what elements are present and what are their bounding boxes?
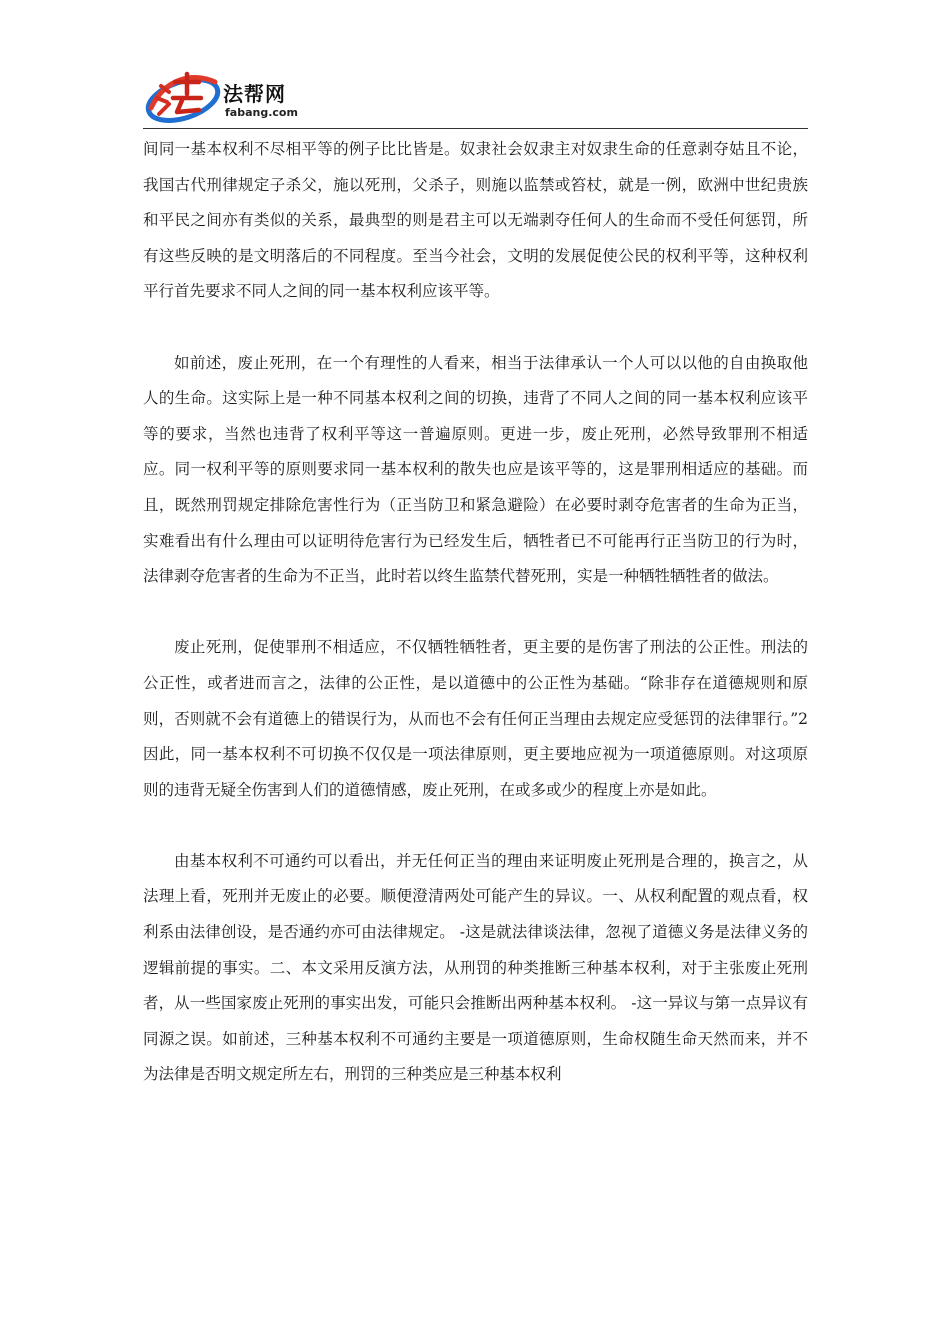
paragraph-4: 由基本权利不可通约可以看出，并无任何正当的理由来证明废止死刑是合理的，换言之，从法理上看，死刑并无废止的必要。顺便澄清两处可能产生的异议。一、从权利配置的观点看，权利系由法律创设，是否通约亦可由法律规定。 -这是就法律谈法律，忽视了道德义务是法律义务的逻辑前提的事实。二、本文采用反演方法，从刑罚的种类推断三种基本权利，对于主张废止死刑者，从一些国家废止死刑的事实出发，可能只会推断出两种基本权利。 -这一异议与第一点异议有同源之误。如前述，三种基本权利不可通约主要是一项道德原则，生命权随生命天然而来，并不为法律是否明文规定所左右，刑罚的三种类应是三种基本权利 (143, 851, 808, 1084)
logo-domain: fabang.com (225, 106, 298, 119)
paragraph-3: 废止死刑，促使罪刑不相适应，不仅牺牲牺牲者，更主要的是伤害了刑法的公正性。刑法的公正性，或者进而言之，法律的公正性，是以道德中的公正性为基础。“除非存在道德规则和原则，否则就不会有道德上的错误行为，从而也不会有任何正当理由去规定应受惩罚的法律罪行。”2 因此，同一基本权利不可切换不仅仅是一项法律原则，更主要地应视为一项道德原则。对这项原则的违背无疑全伤害到人们的道德情感，废止死刑，在或多或少的程度上亦是如此。 (143, 638, 808, 799)
header-divider (143, 128, 808, 129)
logo-swoosh-icon (143, 64, 223, 126)
fabang-logo[interactable] (143, 64, 303, 126)
page-header (143, 64, 808, 128)
logo-title: 法帮网 (223, 82, 286, 106)
paragraph-1: 间同一基本权利不尽相平等的例子比比皆是。奴隶社会奴隶主对奴隶生命的任意剥夺姑且不论，我国古代刑律规定子杀父，施以死刑，父杀子，则施以监禁或笞杖，就是一例，欧洲中世纪贵族和平民之间亦有类似的关系，最典型的则是君主可以无端剥夺任何人的生命而不受任何惩罚，所有这些反映的是文明落后的不同程度。至当今社会，文明的发展促使公民的权利平等，这种权利平行首先要求不同人之间的同一基本权利应该平等。 (143, 140, 808, 301)
paragraph-2: 如前述，废止死刑，在一个有理性的人看来，相当于法律承认一个人可以以他的自由换取他人的生命。这实际上是一种不同基本权利之间的切换，违背了不同人之间的同一基本权利应该平等的要求，当然也违背了权利平等这一普遍原则。更进一步，废止死刑，必然导致罪刑不相适应。同一权利平等的原则要求同一基本权利的散失也应是该平等的，这是罪刑相适应的基础。而且，既然刑罚规定排除危害性行为（正当防卫和紧急避险）在必要时剥夺危害者的生命为正当，实难看出有什么理由可以证明待危害行为已经发生后，牺牲者已不可能再行正当防卫的行为时，法律剥夺危害者的生命为不正当，此时若以终生监禁代替死刑，实是一种牺牲牺牲者的做法。 (143, 353, 808, 586)
document-body (143, 132, 808, 1093)
